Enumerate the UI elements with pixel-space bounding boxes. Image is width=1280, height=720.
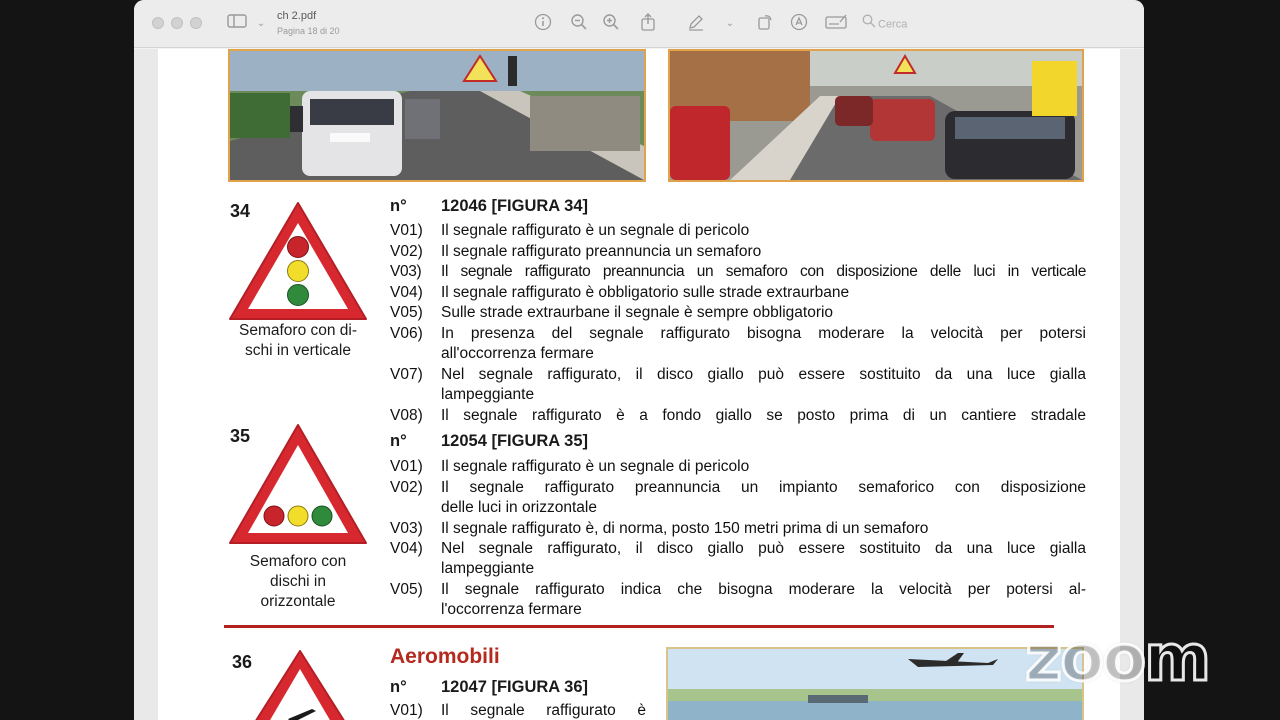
traffic-light-horizontal-sign-icon — [226, 421, 370, 549]
item-text: all'occorrenza fermare — [441, 345, 594, 362]
item-id: V01) — [390, 222, 423, 239]
item-id: V06) — [390, 325, 423, 342]
item-id: V04) — [390, 540, 423, 557]
section-title: Aeromobili — [390, 645, 500, 668]
item-id: V08) — [390, 407, 423, 424]
road-photo-left — [228, 49, 646, 182]
item-id: V07) — [390, 366, 423, 383]
item-id: V05) — [390, 304, 423, 321]
road-photo-right — [668, 49, 1084, 182]
zoom-window-button[interactable] — [190, 17, 202, 29]
question-code: 12054 [FIGURA 35] — [441, 432, 589, 450]
page-indicator: Pagina 18 di 20 — [277, 26, 340, 36]
caption-line: schi in verticale — [245, 342, 351, 359]
question-header — [390, 678, 589, 697]
item-text: Nel segnale raffigurato, il disco giallo può essere sostituito da una luce gialla — [441, 540, 1086, 557]
caption-line: Semaforo con di- — [238, 322, 358, 339]
zoom-out-icon[interactable] — [568, 13, 590, 35]
item-text: Il segnale raffigurato indica che bisogna moderare la velocità per potersi al- — [441, 581, 1086, 598]
sign-number: 34 — [230, 201, 251, 221]
caption-line: orizzontale — [260, 593, 336, 610]
sign-caption — [218, 321, 378, 361]
pdf-viewer-window — [134, 0, 1144, 720]
item-id: V04) — [390, 284, 423, 301]
item-text: Nel segnale raffigurato, il disco giallo può essere sostituito da una luce gialla — [441, 366, 1086, 383]
item-id: V05) — [390, 581, 423, 598]
item-text: Il segnale raffigurato è — [441, 702, 646, 719]
form-fill-icon[interactable] — [824, 13, 850, 35]
item-text: In presenza del segnale raffigurato bisogna moderare la velocità per potersi — [441, 325, 1086, 342]
sign-caption — [218, 552, 378, 612]
question-label: n° — [390, 432, 407, 450]
item-id: V01) — [390, 458, 423, 475]
item-text: Il segnale raffigurato è a fondo giallo se posto prima di un cantiere stradale — [441, 407, 1086, 424]
zoom-in-icon[interactable] — [600, 13, 622, 35]
question-label: n° — [390, 197, 407, 215]
close-window-button[interactable] — [152, 17, 164, 29]
aircraft-warning-sign-icon — [250, 647, 350, 720]
item-text: lampeggiante — [441, 386, 535, 403]
item-text: Il segnale raffigurato è un segnale di pericolo — [441, 222, 750, 239]
question-header — [390, 432, 589, 451]
section-divider — [224, 625, 1054, 628]
info-icon[interactable] — [532, 13, 554, 35]
chevron-down-icon[interactable]: ⌄ — [256, 18, 266, 29]
item-text: Il segnale raffigurato è obbligatorio sulle strade extraurbane — [441, 284, 850, 301]
sign-number: 35 — [230, 426, 251, 446]
item-text: Il segnale raffigurato è un segnale di pericolo — [441, 458, 750, 475]
item-text: Il segnale raffigurato preannuncia un semaforo con disposizione delle luci in verticale — [441, 263, 1086, 280]
item-id: V02) — [390, 479, 423, 496]
item-text: lampeggiante — [441, 560, 535, 577]
airport-illustration — [666, 647, 1084, 720]
sidebar-toggle-icon[interactable] — [226, 13, 248, 35]
document-title: ch 2.pdf — [277, 10, 317, 22]
chevron-down-icon[interactable]: ⌄ — [725, 18, 735, 29]
question-code: 12047 [FIGURA 36] — [441, 678, 589, 696]
zoom-watermark — [1025, 622, 1209, 696]
item-text: Sulle strade extraurbane il segnale è sempre obbligatorio — [441, 304, 834, 321]
question-label: n° — [390, 678, 407, 696]
sign-number: 36 — [232, 652, 253, 672]
question-code: 12046 [FIGURA 34] — [441, 197, 589, 215]
item-id: V02) — [390, 243, 423, 260]
watermark-text: zoom — [1025, 622, 1209, 696]
share-icon[interactable] — [637, 13, 659, 35]
minimize-window-button[interactable] — [171, 17, 183, 29]
rotate-icon[interactable] — [754, 13, 776, 35]
item-text: Il segnale raffigurato è, di norma, posto 150 metri prima di un semaforo — [441, 520, 929, 537]
traffic-light-vertical-sign-icon — [226, 199, 370, 324]
item-id: V01) — [390, 702, 423, 719]
document-area[interactable] — [134, 49, 1144, 720]
search-field[interactable] — [862, 14, 982, 34]
item-text: Il segnale raffigurato preannuncia un semaforo — [441, 243, 762, 260]
markup-pen-icon[interactable] — [685, 13, 707, 35]
caption-line: Semaforo con — [249, 553, 347, 570]
item-text: Il segnale raffigurato preannuncia un impianto semaforico con disposizione — [441, 479, 1086, 496]
search-placeholder: Cerca — [878, 18, 908, 31]
item-id: V03) — [390, 520, 423, 537]
item-text: delle luci in orizzontale — [441, 499, 597, 516]
highlight-icon[interactable] — [788, 13, 810, 35]
item-text: l'occorrenza fermare — [441, 601, 582, 618]
pdf-page — [158, 49, 1120, 720]
titlebar — [134, 0, 1144, 48]
caption-line: dischi in — [270, 573, 326, 590]
item-id: V03) — [390, 263, 422, 280]
search-icon — [862, 14, 878, 35]
question-header — [390, 197, 589, 216]
